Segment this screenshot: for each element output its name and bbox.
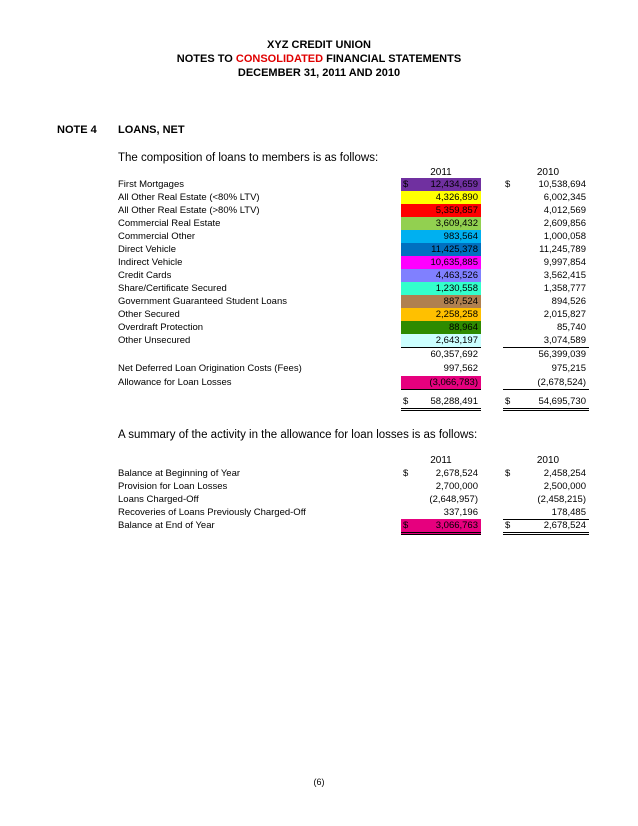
- value-2010: 3,562,415: [543, 270, 586, 281]
- value-2010-cell: [503, 376, 589, 390]
- value-2010-cell: [503, 334, 589, 348]
- loan-total-row: [118, 395, 593, 408]
- value-2011: 2,700,000: [435, 481, 478, 492]
- value-2011-cell: [401, 321, 481, 334]
- loans-intro: The composition of loans to members is as follows:: [118, 152, 379, 164]
- row-label: Other Secured: [118, 309, 180, 320]
- value-2011-cell: [401, 334, 481, 348]
- value-2011-cell: [401, 467, 481, 480]
- allowance-intro: A summary of the activity in the allowance for loan losses is as follows:: [118, 429, 478, 441]
- row-label: Government Guaranteed Student Loans: [118, 296, 288, 307]
- value-2010: 4,012,569: [543, 205, 586, 216]
- value-2010-cell: [503, 493, 589, 506]
- row-label: Loans Charged-Off: [118, 494, 199, 505]
- row-label: Net Deferred Loan Origination Costs (Fees): [118, 363, 302, 374]
- value-2011: 12,434,659: [430, 179, 478, 190]
- loan-row: [118, 321, 593, 334]
- value-2011-cell: [401, 519, 481, 535]
- value-2011-cell: [401, 348, 481, 361]
- statement-date: DECEMBER 31, 2011 AND 2010: [237, 67, 401, 79]
- value-2011-cell: [401, 376, 481, 390]
- value-2011: 887,524: [443, 296, 478, 307]
- loans-year-2011: 2011: [430, 167, 452, 178]
- allowance-activity-row: [118, 467, 593, 480]
- row-label: Direct Vehicle: [118, 244, 177, 255]
- dollar-sign: $: [505, 396, 511, 407]
- value-2010-cell: [503, 506, 589, 520]
- value-2010: 10,538,694: [538, 179, 586, 190]
- value-2011-cell: [401, 191, 481, 204]
- value-2010-cell: [503, 467, 589, 480]
- value-2010-cell: [503, 308, 589, 321]
- value-2011: 88,964: [448, 322, 478, 333]
- allowance-activity-row: [118, 493, 593, 506]
- value-2010-cell: [503, 519, 589, 535]
- value-2011-cell: [401, 230, 481, 243]
- row-label: Balance at End of Year: [118, 520, 215, 531]
- value-2010: 1,000,058: [543, 231, 586, 242]
- value-2010-cell: [503, 348, 589, 361]
- value-2011-cell: [401, 204, 481, 217]
- loan-row: [118, 256, 593, 269]
- value-2010: 178,485: [551, 507, 586, 518]
- value-2010-cell: [503, 191, 589, 204]
- value-2010: 2,458,254: [543, 468, 586, 479]
- title-highlight: CONSOLIDATED: [235, 53, 324, 65]
- value-2011-cell: [401, 295, 481, 308]
- row-label: Commercial Other: [118, 231, 196, 242]
- note-title: LOANS, NET: [118, 124, 185, 136]
- value-2010: 2,609,856: [543, 218, 586, 229]
- title-suffix: FINANCIAL STATEMENTS: [323, 53, 462, 65]
- row-label: All Other Real Estate (>80% LTV): [118, 205, 260, 216]
- value-2010-cell: [503, 480, 589, 493]
- value-2010: 2,678,524: [543, 520, 586, 531]
- value-2011: 4,326,890: [435, 192, 478, 203]
- value-2010-cell: [503, 321, 589, 334]
- value-2010: 894,526: [551, 296, 586, 307]
- row-label: Recoveries of Loans Previously Charged-Off: [118, 507, 306, 518]
- value-2010: 6,002,345: [543, 192, 586, 203]
- value-2011: 997,562: [443, 363, 478, 374]
- value-2010: 2,500,000: [543, 481, 586, 492]
- note-number: NOTE 4: [57, 124, 97, 136]
- value-2011-cell: [401, 256, 481, 269]
- value-2010: 9,997,854: [543, 257, 586, 268]
- value-2010: (2,678,524): [537, 377, 586, 388]
- dollar-sign: $: [403, 179, 409, 190]
- value-2011: 2,643,197: [435, 335, 478, 346]
- loan-row: [118, 295, 593, 308]
- value-2010-cell: [503, 243, 589, 256]
- dollar-sign: $: [505, 520, 511, 531]
- value-2011-cell: [401, 395, 481, 411]
- row-label: Other Unsecured: [118, 335, 191, 346]
- value-2011: 10,635,885: [430, 257, 478, 268]
- row-label: Indirect Vehicle: [118, 257, 183, 268]
- value-2011: 4,463,526: [435, 270, 478, 281]
- value-2011: 2,678,524: [435, 468, 478, 479]
- title-prefix: NOTES TO: [176, 53, 236, 65]
- value-2011-cell: [401, 506, 481, 520]
- company-name: XYZ CREDIT UNION: [267, 39, 371, 51]
- allowance-year-2010: 2010: [536, 455, 560, 466]
- value-2011: (2,648,957): [429, 494, 478, 505]
- value-2010: 3,074,589: [543, 335, 586, 346]
- value-2010: 54,695,730: [538, 396, 586, 407]
- value-2010-cell: [503, 269, 589, 282]
- value-2010-cell: [503, 178, 589, 191]
- loans-year-2010: 2010: [536, 167, 560, 178]
- loan-row: [118, 217, 593, 230]
- row-label: All Other Real Estate (<80% LTV): [118, 192, 260, 203]
- value-2011: 11,425,378: [431, 244, 478, 255]
- value-2011-cell: [401, 362, 481, 375]
- row-label: Allowance for Loan Losses: [118, 377, 232, 388]
- loan-row: [118, 204, 593, 217]
- value-2010-cell: [503, 295, 589, 308]
- value-2011-cell: [401, 217, 481, 230]
- allowance-activity-row: [118, 506, 593, 519]
- loan-row: [118, 243, 593, 256]
- value-2011: 3,066,763: [435, 520, 478, 531]
- value-2011-cell: [401, 480, 481, 493]
- loan-row: [118, 308, 593, 321]
- value-2011: 983,564: [443, 231, 478, 242]
- dollar-sign: $: [505, 179, 511, 190]
- allowance-row: [118, 376, 593, 389]
- loan-row: [118, 282, 593, 295]
- row-label: Provision for Loan Losses: [118, 481, 228, 492]
- dollar-sign: $: [403, 520, 409, 531]
- allowance-activity-row: [118, 519, 593, 532]
- value-2011-cell: [401, 269, 481, 282]
- value-2010: 11,245,789: [539, 244, 586, 255]
- value-2010-cell: [503, 282, 589, 295]
- value-2010: (2,458,215): [537, 494, 586, 505]
- loan-row: [118, 230, 593, 243]
- page-number: (6): [313, 777, 325, 787]
- value-2011-cell: [401, 308, 481, 321]
- value-2011: (3,066,783): [429, 377, 478, 388]
- value-2010: 85,740: [556, 322, 586, 333]
- statement-title: [0, 53, 638, 65]
- dollar-sign: $: [403, 468, 409, 479]
- value-2011-cell: [401, 282, 481, 295]
- allowance-activity-row: [118, 480, 593, 493]
- value-2010-cell: [503, 256, 589, 269]
- row-label: Credit Cards: [118, 270, 172, 281]
- value-2011: 337,196: [443, 507, 478, 518]
- value-2010-cell: [503, 230, 589, 243]
- value-2011-cell: [401, 178, 481, 191]
- value-2010: 1,358,777: [543, 283, 586, 294]
- value-2011: 2,258,258: [435, 309, 478, 320]
- loan-row: [118, 178, 593, 191]
- value-2010-cell: [503, 362, 589, 375]
- row-label: Share/Certificate Secured: [118, 283, 227, 294]
- value-2010: 975,215: [551, 363, 586, 374]
- value-2011: 60,357,692: [430, 349, 478, 360]
- value-2010-cell: [503, 217, 589, 230]
- value-2010: 56,399,039: [538, 349, 586, 360]
- loan-row: [118, 191, 593, 204]
- value-2010-cell: [503, 204, 589, 217]
- loan-row: [118, 269, 593, 282]
- row-label: First Mortgages: [118, 179, 184, 190]
- loan-row: [118, 334, 593, 347]
- loan-subtotal-row: [118, 348, 593, 361]
- value-2010: 2,015,827: [543, 309, 586, 320]
- value-2011: 3,609,432: [435, 218, 478, 229]
- row-label: Commercial Real Estate: [118, 218, 221, 229]
- value-2011: 1,230,558: [435, 283, 478, 294]
- value-2011: 5,359,857: [435, 205, 478, 216]
- deferred-costs-row: [118, 362, 593, 375]
- dollar-sign: $: [403, 396, 409, 407]
- value-2011: 58,288,491: [430, 396, 478, 407]
- dollar-sign: $: [505, 468, 511, 479]
- value-2011-cell: [401, 243, 481, 256]
- allowance-year-2011: 2011: [430, 455, 452, 466]
- row-label: Overdraft Protection: [118, 322, 204, 333]
- value-2010-cell: [503, 395, 589, 411]
- value-2011-cell: [401, 493, 481, 506]
- row-label: Balance at Beginning of Year: [118, 468, 241, 479]
